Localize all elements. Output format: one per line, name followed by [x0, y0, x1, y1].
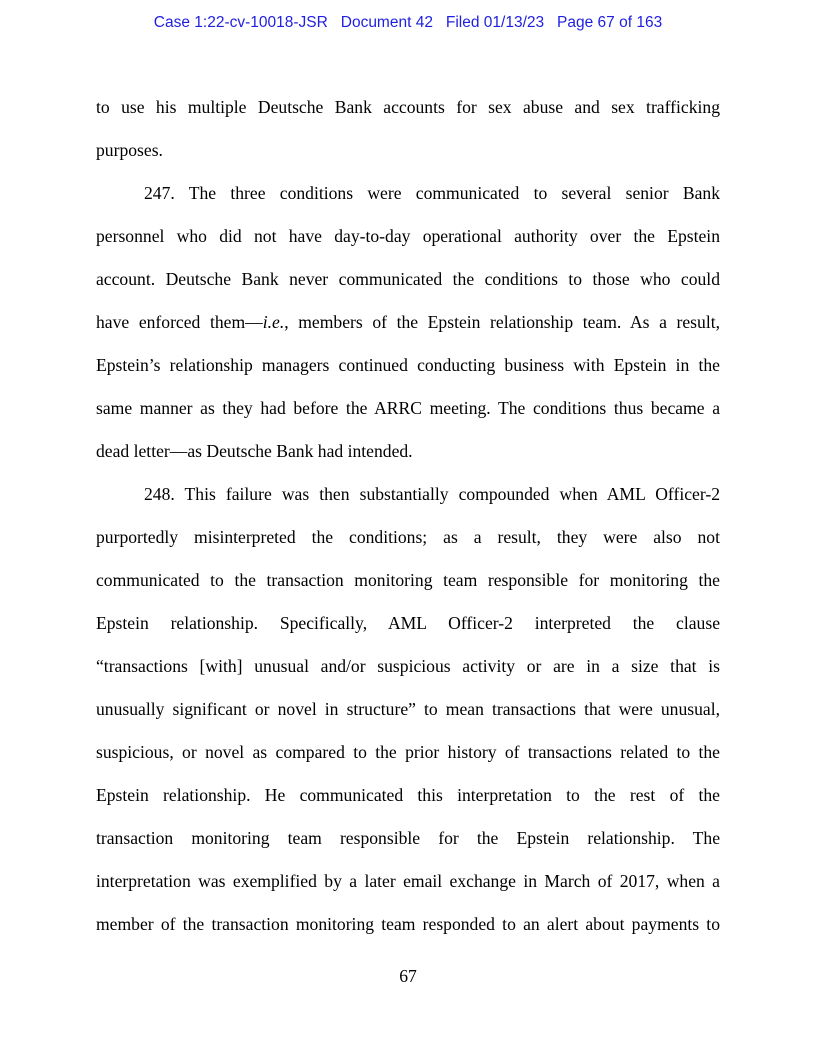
- text-segment: have enforced them—: [96, 312, 263, 332]
- document-number: Document 42: [340, 14, 433, 31]
- document-body: [96, 86, 720, 946]
- text-line: to use his multiple Deutsche Bank accounts for sex abuse and sex trafficking: [96, 97, 720, 117]
- case-header: [0, 14, 816, 32]
- text-line: interpretation was exemplified by a later email exchange in March of 2017, when a: [96, 871, 720, 891]
- text-segment: , members of the Epstein relationship team. As a result,: [284, 312, 720, 332]
- text-line: communicated to the transaction monitoring team responsible for monitoring the: [96, 570, 720, 590]
- text-line: purposes.: [96, 140, 163, 160]
- italic-text: i.e.: [262, 312, 285, 332]
- text-line: Epstein relationship. He communicated this interpretation to the rest of the: [96, 785, 720, 805]
- text-line: member of the transaction monitoring team responded to an alert about payments to: [96, 914, 720, 934]
- page-of: Page 67 of 163: [557, 14, 663, 31]
- text-line: unusually significant or novel in structure” to mean transactions that were unusual,: [96, 699, 720, 719]
- paragraph-247-start: 247. The three conditions were communicated to several senior Bank: [144, 183, 720, 203]
- text-line: Epstein’s relationship managers continued conducting business with Epstein in the: [96, 355, 720, 375]
- text-line: account. Deutsche Bank never communicated the conditions to those who could: [96, 269, 720, 289]
- text-line: suspicious, or novel as compared to the prior history of transactions related to the: [96, 742, 720, 762]
- paragraph-248-start: 248. This failure was then substantially compounded when AML Officer-2: [144, 484, 720, 504]
- filed-date: Filed 01/13/23: [445, 14, 545, 31]
- text-line: same manner as they had before the ARRC meeting. The conditions thus became a: [96, 398, 720, 418]
- text-line: Epstein relationship. Specifically, AML Officer-2 interpreted the clause: [96, 613, 720, 633]
- text-line: [96, 301, 720, 344]
- text-line: “transactions [with] unusual and/or suspicious activity or are in a size that is: [96, 656, 720, 676]
- text-line: personnel who did not have day-to-day operational authority over the Epstein: [96, 226, 720, 246]
- page-number: 67: [399, 966, 417, 986]
- text-line: purportedly misinterpreted the conditions; as a result, they were also not: [96, 527, 720, 547]
- text-line: transaction monitoring team responsible for the Epstein relationship. The: [96, 828, 720, 848]
- text-line: dead letter—as Deutsche Bank had intended.: [96, 441, 413, 461]
- case-number: Case 1:22-cv-10018-JSR: [153, 14, 328, 31]
